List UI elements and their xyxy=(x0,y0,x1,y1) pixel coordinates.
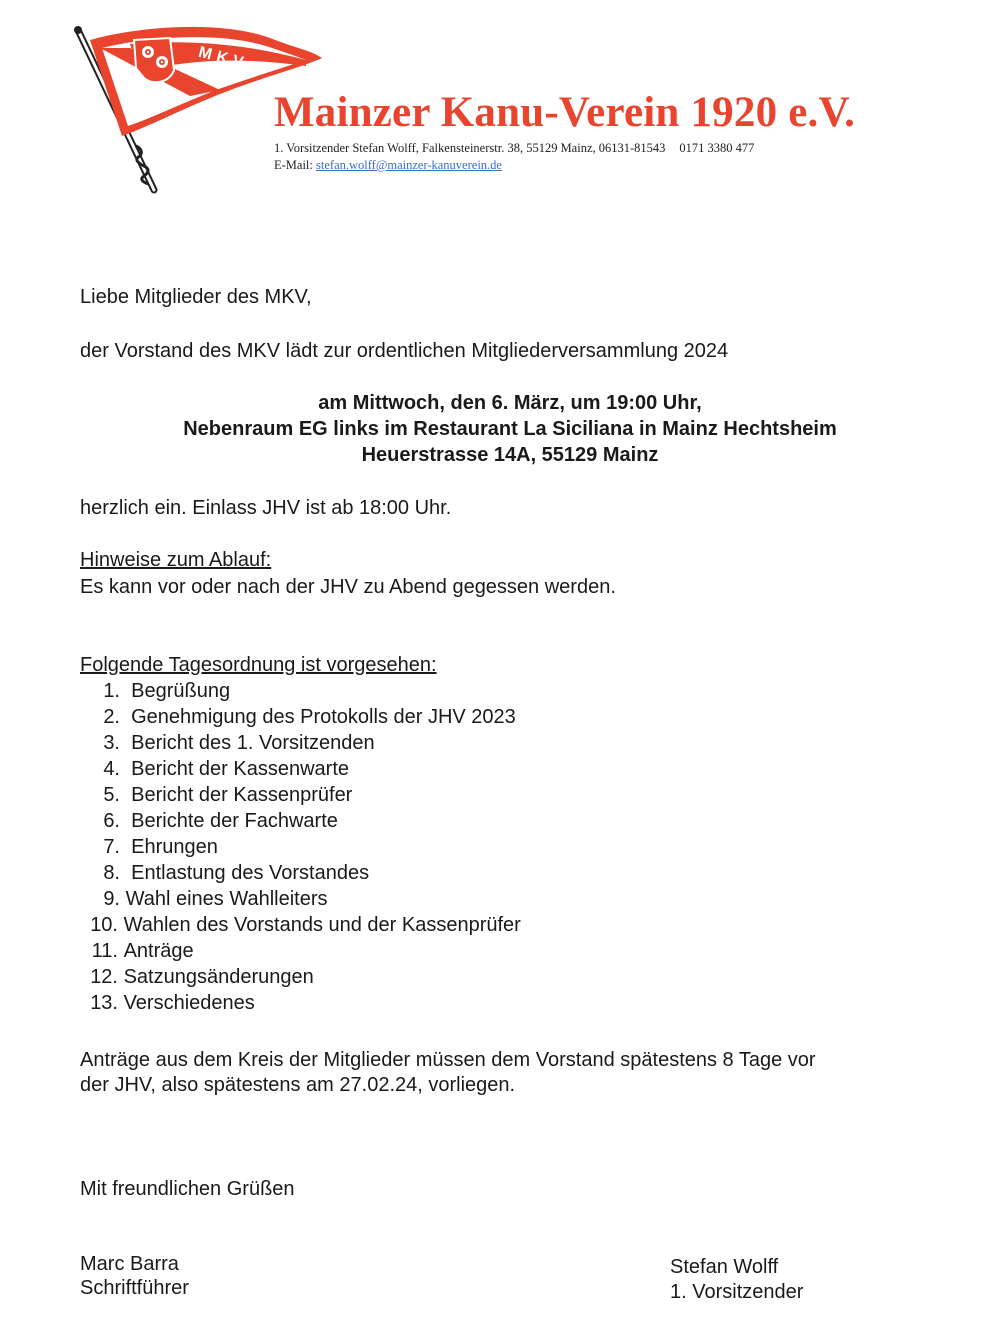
contact-info xyxy=(274,141,754,156)
agenda-item-number: 5. xyxy=(103,784,120,806)
event-address: Heuerstrasse 14A, 55129 Mainz xyxy=(361,444,659,466)
email-line xyxy=(274,158,502,173)
agenda-item-number: 11. xyxy=(91,940,118,962)
agenda-item-number: 13. xyxy=(90,992,118,1014)
agenda-item xyxy=(80,834,521,860)
notes-heading: Hinweise zum Ablauf: xyxy=(80,549,272,571)
agenda-heading: Folgende Tagesordnung ist vorgesehen: xyxy=(80,654,437,676)
agenda-item-label: Anträge xyxy=(123,940,194,962)
agenda-item xyxy=(80,860,521,886)
agenda-item xyxy=(80,782,521,808)
agenda-item xyxy=(80,886,521,912)
agenda-item-label: Wahl eines Wahlleiters xyxy=(125,888,328,910)
salutation: Liebe Mitglieder des MKV, xyxy=(80,286,312,308)
agenda-item xyxy=(80,756,521,782)
agenda-item xyxy=(80,990,521,1016)
agenda-item-label: Ehrungen xyxy=(131,836,218,858)
signatory-role: Schriftführer xyxy=(80,1277,189,1299)
agenda-item-number: 1. xyxy=(103,680,120,702)
agenda-item-number: 3. xyxy=(103,732,120,754)
email-label: E-Mail: xyxy=(274,158,313,172)
agenda-item-label: Berichte der Fachwarte xyxy=(131,810,338,832)
agenda-item xyxy=(80,678,521,704)
agenda-item-number: 4. xyxy=(103,758,120,780)
agenda-item-label: Satzungsänderungen xyxy=(123,966,314,988)
agenda-item-label: Entlastung des Vorstandes xyxy=(131,862,370,884)
agenda-item xyxy=(80,912,521,938)
agenda-item-label: Verschiedenes xyxy=(123,992,255,1014)
signatory-role: 1. Vorsitzender xyxy=(670,1281,804,1303)
email-link[interactable]: stefan.wolff@mainzer-kanuverein.de xyxy=(316,158,502,172)
event-details xyxy=(0,390,1000,468)
agenda-item-number: 8. xyxy=(103,862,120,884)
deadline-line-1: Anträge aus dem Kreis der Mitglieder müssen dem Vorstand spätestens 8 Tage vor xyxy=(80,1049,816,1071)
agenda-item-number: 12. xyxy=(90,966,118,988)
agenda-item-number: 6. xyxy=(103,810,120,832)
agenda-item xyxy=(80,730,521,756)
agenda-list xyxy=(80,678,521,1016)
agenda-item-label: Wahlen des Vorstands und der Kassenprüfer xyxy=(123,914,521,936)
intro-text: der Vorstand des MKV lädt zur ordentlichen Mitgliederversammlung 2024 xyxy=(80,340,729,362)
contact-address: 1. Vorsitzender Stefan Wolff, Falkensteinerstr. 38, 55129 Mainz, 06131-81543 xyxy=(274,141,666,155)
notes-text: Es kann vor oder nach der JHV zu Abend gegessen werden. xyxy=(80,576,616,598)
agenda-item xyxy=(80,964,521,990)
agenda-item-label: Genehmigung des Protokolls der JHV 2023 xyxy=(131,706,516,728)
event-date: am Mittwoch, den 6. März, um 19:00 Uhr, xyxy=(318,392,702,414)
agenda-item-label: Begrüßung xyxy=(131,680,231,702)
agenda-item-label: Bericht der Kassenwarte xyxy=(131,758,350,780)
agenda-item-label: Bericht der Kassenprüfer xyxy=(131,784,353,806)
agenda-item xyxy=(80,938,521,964)
deadline-line-2: der JHV, also spätestens am 27.02.24, vorliegen. xyxy=(80,1074,516,1096)
agenda-item-number: 9. xyxy=(103,888,120,910)
agenda-item-number: 7. xyxy=(103,836,120,858)
signatory-name: Stefan Wolff xyxy=(670,1256,779,1278)
agenda-item-label: Bericht des 1. Vorsitzenden xyxy=(131,732,375,754)
agenda-item-number: 2. xyxy=(103,706,120,728)
logo-text: MKV xyxy=(196,43,250,73)
organization-name: Mainzer Kanu-Verein 1920 e.V. xyxy=(274,89,856,136)
agenda-item-number: 10. xyxy=(90,914,118,936)
closing: Mit freundlichen Grüßen xyxy=(80,1178,295,1200)
deadline-note xyxy=(80,1048,816,1098)
signatory-name: Marc Barra xyxy=(80,1253,179,1275)
contact-mobile: 0171 3380 477 xyxy=(679,141,755,155)
signature-chairman xyxy=(670,1255,803,1305)
event-venue: Nebenraum EG links im Restaurant La Siciliana in Mainz Hechtsheim xyxy=(183,418,837,440)
agenda-item xyxy=(80,704,521,730)
signature-secretary xyxy=(80,1252,189,1300)
agenda-item xyxy=(80,808,521,834)
invite-end: herzlich ein. Einlass JHV ist ab 18:00 Uhr. xyxy=(80,497,452,519)
